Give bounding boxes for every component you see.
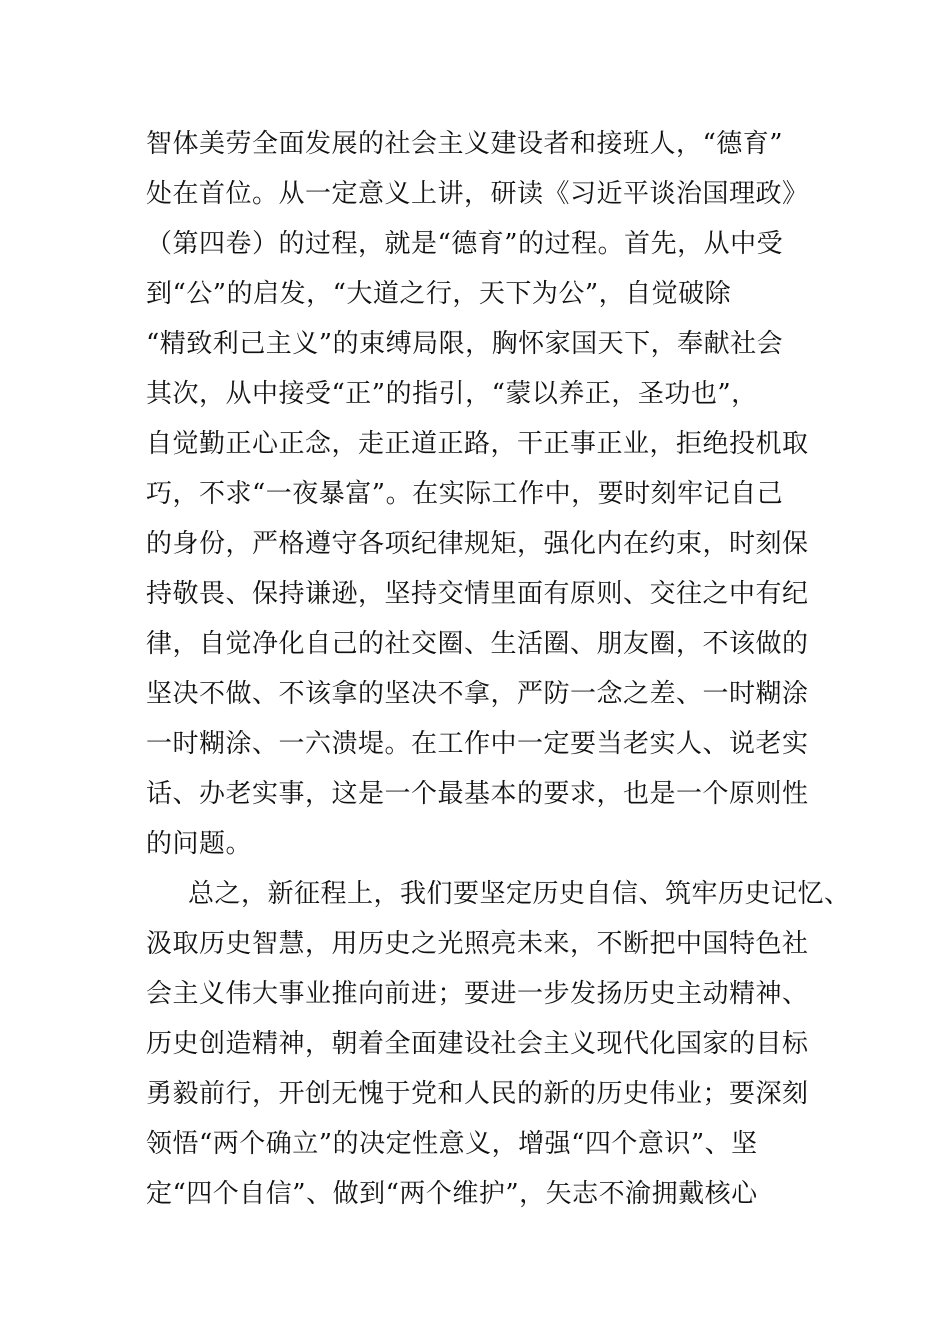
text-line: 话、办老实事，这是一个最基本的要求，也是一个原则性: [146, 779, 809, 809]
text-line: “精致利己主义”的束缚局限，胸怀家国天下，奉献社会: [146, 329, 784, 359]
text-line: 坚决不做、不该拿的坚决不拿，严防一念之差、一时糊涂: [146, 679, 809, 709]
text-line: 领悟“两个确立”的决定性意义，增强“四个意识”、坚: [146, 1129, 758, 1159]
text-line: 一时糊涂、一六溃堤。在工作中一定要当老实人、说老实: [146, 729, 809, 759]
text-line: 的问题。: [146, 829, 253, 859]
text-line: 处在首位。从一定意义上讲，研读《习近平谈治国理政》: [146, 179, 809, 209]
text-line: 汲取历史智慧，用历史之光照亮未来，不断把中国特色社: [146, 929, 809, 959]
text-line: 到“公”的启发，“大道之行，天下为公”，自觉破除: [146, 279, 732, 309]
text-line: 巧，不求“一夜暴富”。在实际工作中，要时刻牢记自己: [146, 479, 784, 509]
text-line: 律，自觉净化自己的社交圈、生活圈、朋友圈，不该做的: [146, 629, 809, 659]
paragraph-start-line: 总之，新征程上，我们要坚定历史自信、筑牢历史记忆、: [188, 879, 851, 909]
text-line: 的身份，严格遵守各项纪律规矩，强化内在约束，时刻保: [146, 529, 809, 559]
text-line: 历史创造精神，朝着全面建设社会主义现代化国家的目标: [146, 1029, 809, 1059]
text-line: 其次，从中接受“正”的指引，“蒙以养正，圣功也”，: [146, 379, 758, 409]
text-line: 持敬畏、保持谦逊，坚持交情里面有原则、交往之中有纪: [146, 579, 809, 609]
text-line: 智体美劳全面发展的社会主义建设者和接班人，“德育”: [146, 129, 784, 159]
text-line: 自觉勤正心正念，走正道正路，干正事正业，拒绝投机取: [146, 429, 809, 459]
text-line: （第四卷）的过程，就是“德育”的过程。首先，从中受: [146, 229, 784, 259]
text-line: 勇毅前行，开创无愧于党和人民的新的历史伟业；要深刻: [146, 1079, 809, 1109]
text-line: 会主义伟大事业推向前进；要进一步发扬历史主动精神、: [146, 979, 809, 1009]
body-text: [146, 128, 851, 1228]
text-line: 定“四个自信”、做到“两个维护”，矢志不渝拥戴核心: [146, 1179, 758, 1209]
